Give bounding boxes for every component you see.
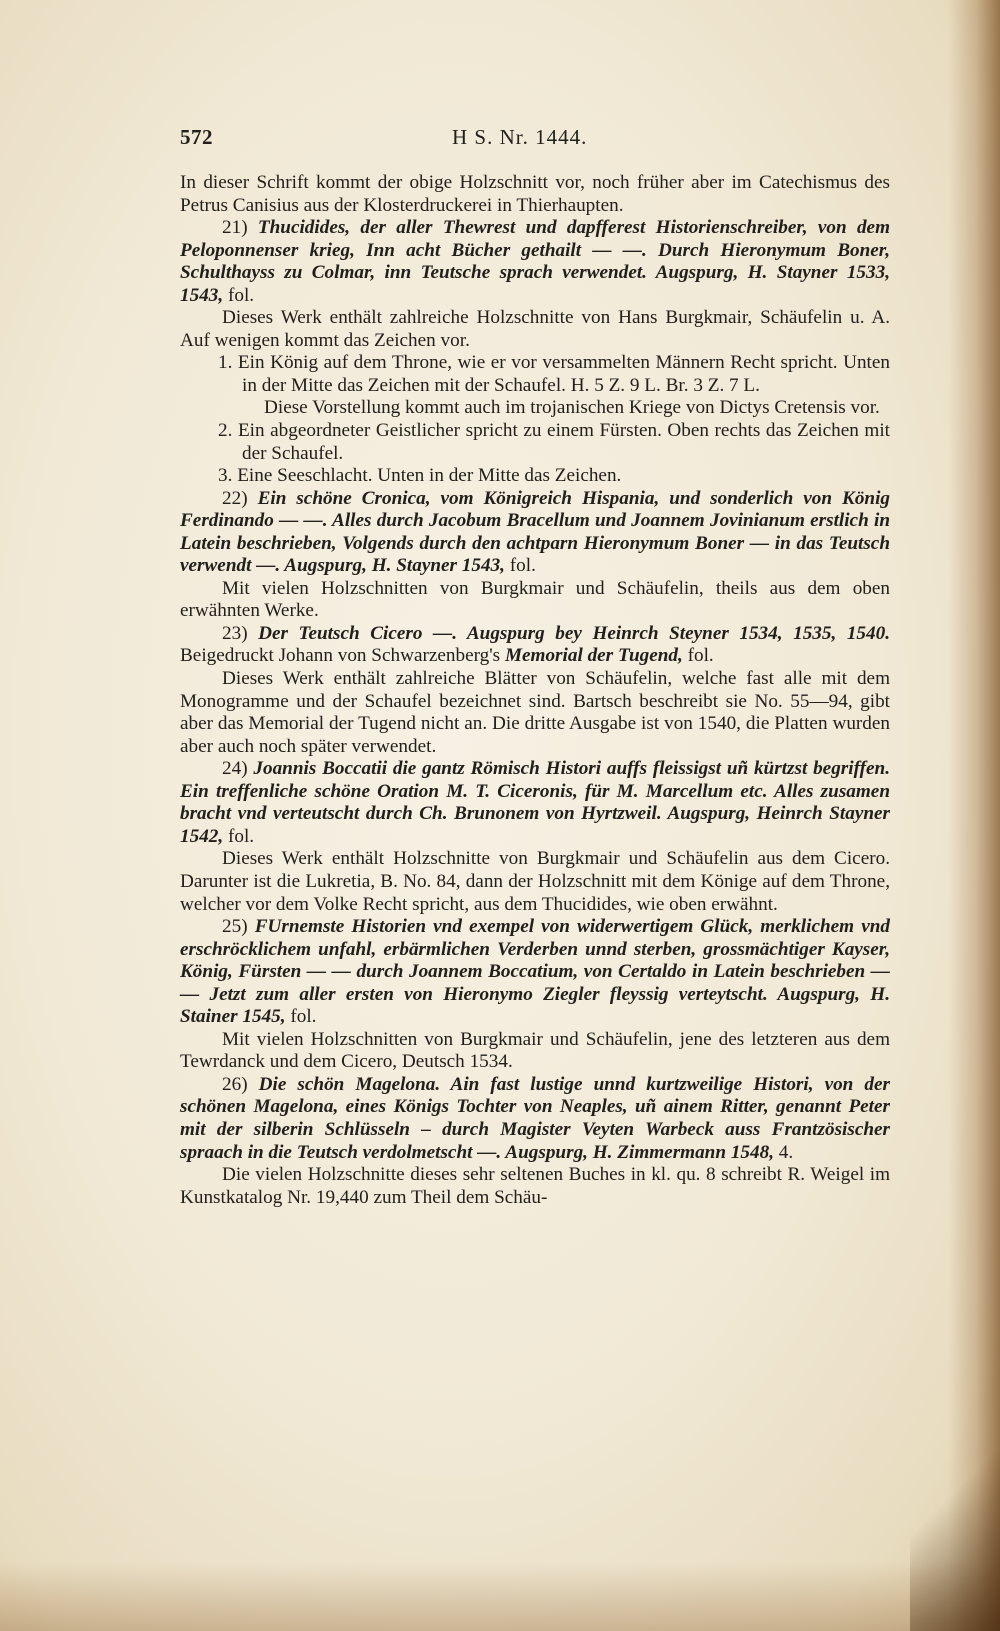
paragraph-text: 23) — [222, 622, 259, 644]
book-title-text: Die schön Magelona. Ain fast lustige unnd kurtzweilige Histori, von der schönen Magelona, eines Königs Tochter von Neaples, uñ ainem Ritter, genannt Peter mit der silberin Schlüsseln – durch Magister Veyten Warbeck auss Frantzösischer spraach in die Teutsch verdolmetscht —. Augspurg, H. Zimmermann 1548, — [180, 1073, 891, 1163]
paragraph — [218, 352, 890, 397]
paragraph — [180, 758, 890, 848]
paragraph — [180, 1164, 890, 1209]
paragraph — [180, 623, 890, 668]
paragraph — [180, 668, 890, 758]
paragraph-text: fol. — [285, 1006, 317, 1028]
paragraph — [218, 465, 890, 488]
book-title-text: FUrnemste Historien vnd exempel von widerwertigem Glück, merklichem vnd erschröcklichem unfahl, erbärmlichen Verderben unnd sterben, grossmächtiger Kayser, König, Fürsten — — durch Joannem Boccatium, von Certaldo in Latein beschrieben — — Jetzt zum aller ersten von Hieronymo Ziegler fleyssig verteytscht. Augspurg, H. Stainer 1545, — [180, 916, 891, 1028]
paragraph-text: Mit vielen Holzschnitten von Burgkmair und Schäufelin, jene des letzteren aus dem Tewrdanck und dem Cicero, Deutsch 1534. — [180, 1028, 890, 1073]
paragraph-text: 22) — [222, 487, 258, 509]
book-title-text: Thucidides, der aller Thewrest und dapfferest Historienschreiber, von dem Peloponnenser krieg, Inn acht Bücher gethailt — —. Durch Hieronymum Boner, Schulthayss zu Colmar, inn Teutsche sprach verwendet. Augspurg, H. Stayner 1533, 1543, — [180, 217, 890, 306]
paragraph-text: Dieses Werk enthält zahlreiche Holzschnitte von Hans Burgkmair, Schäufelin u. A. Auf wenigen kommt das Zeichen vor. — [180, 307, 890, 351]
page-text-block — [180, 126, 890, 1209]
paragraph-text: 26) — [222, 1073, 259, 1095]
page-edge-shadow — [948, 0, 1000, 1631]
paragraph — [180, 1074, 890, 1164]
paragraph-text: Beigedruckt Johann von Schwarzenberg's — [180, 645, 505, 667]
paragraph-text: Dieses Werk enthält zahlreiche Blätter von Schäufelin, welche fast alle mit dem Monogramme und der Schaufel bezeichnet sind. Bartsch beschreibt sie No. 55—94, gibt aber das Memorial der Tugend nicht an. Die dritte Ausgabe ist von 1540, die Platten wurden aber auch noch später verwendet. — [180, 668, 890, 757]
running-title: H S. Nr. 1444. — [452, 125, 588, 149]
paragraph-text: Diese Vorstellung kommt auch im trojanischen Kriege von Dictys Cretensis vor. — [264, 397, 880, 419]
paragraph-text: 25) — [222, 916, 255, 938]
paragraph-text: fol. — [682, 645, 714, 667]
paragraph-text: 4. — [774, 1141, 794, 1163]
paragraph-text: 3. Eine Seeschlacht. Unten in der Mitte das Zeichen. — [218, 465, 622, 487]
book-title-text: Ein schöne Cronica, vom Königreich Hispania, und sonderlich von König Ferdinando — —. Alles durch Jacobum Bracellum und Joannem Jovinianum erstlich in Latein beschrieben, Volgends durch den achtparn Hieronymum Boner — in das Teutsch verwendt —. Augspurg, H. Stayner 1543, — [180, 487, 891, 577]
paragraph — [180, 172, 890, 217]
paragraph-text: Dieses Werk enthält Holzschnitte von Burgkmair und Schäufelin aus dem Cicero. Darunter ist die Lukretia, B. No. 84, dann der Holzschnitt mit dem Könige auf dem Throne, welcher vor dem Volke Recht spricht, aus dem Thucidides, wie oben erwähnt. — [180, 848, 890, 915]
page-bottom-shadow — [0, 1561, 1000, 1631]
book-title-text: Der Teutsch Cicero —. Augspurg bey Heinrch Steyner 1534, 1535, 1540. — [258, 622, 891, 644]
paragraph — [180, 1029, 890, 1074]
running-header — [180, 126, 890, 156]
paragraph-text: fol. — [223, 284, 255, 306]
paragraph-text: fol. — [504, 555, 536, 577]
paragraph — [180, 848, 890, 916]
paragraph — [180, 916, 890, 1029]
paragraph-text: fol. — [223, 825, 255, 847]
book-title-text: Joannis Boccatii die gantz Römisch Histori auffs fleissigst uñ kürtzst begriffen. Ein treffenliche schöne Oration M. T. Ciceronis, für M. Marcellum etc. Alles zusamen bracht vnd verteutscht durch Ch. Brunonem von Hyrtzweil. Augspurg, Heinrch Stayner 1542, — [180, 758, 890, 847]
paragraph-text: 21) — [222, 217, 258, 239]
paragraph — [180, 578, 890, 623]
paragraph — [180, 217, 890, 307]
paragraph-text: In dieser Schrift kommt der obige Holzschnitt vor, noch früher aber im Catechismus des Petrus Canisius aus der Klosterdruckerei in Thierhaupten. — [180, 172, 890, 216]
paragraph — [180, 488, 890, 578]
paragraph-text: Mit vielen Holzschnitten von Burgkmair und Schäufelin, theils aus dem oben erwähnten Werke. — [180, 577, 890, 622]
body-text — [180, 172, 890, 1209]
paragraph — [180, 307, 890, 352]
book-title-text: Memorial der Tugend, — [504, 645, 683, 667]
paragraph-text: 24) — [222, 758, 254, 780]
paragraph — [242, 397, 890, 420]
paragraph — [218, 420, 890, 465]
paragraph-text: Die vielen Holzschnitte dieses sehr seltenen Buches in kl. qu. 8 schreibt R. Weigel im Kunstkatalog Nr. 19,440 zum Theil dem Schäu- — [180, 1164, 890, 1208]
paragraph-text: 1. Ein König auf dem Throne, wie er vor versammelten Männern Recht spricht. Unten in der Mitte das Zeichen mit der Schaufel. H. 5 Z. 9 L. Br. 3 Z. 7 L. — [218, 352, 890, 396]
paragraph-text: 2. Ein abgeordneter Geistlicher spricht zu einem Fürsten. Oben rechts das Zeichen mit der Schaufel. — [218, 420, 890, 464]
page-corner-shadow — [910, 1411, 1000, 1631]
page-number: 572 — [180, 125, 213, 149]
